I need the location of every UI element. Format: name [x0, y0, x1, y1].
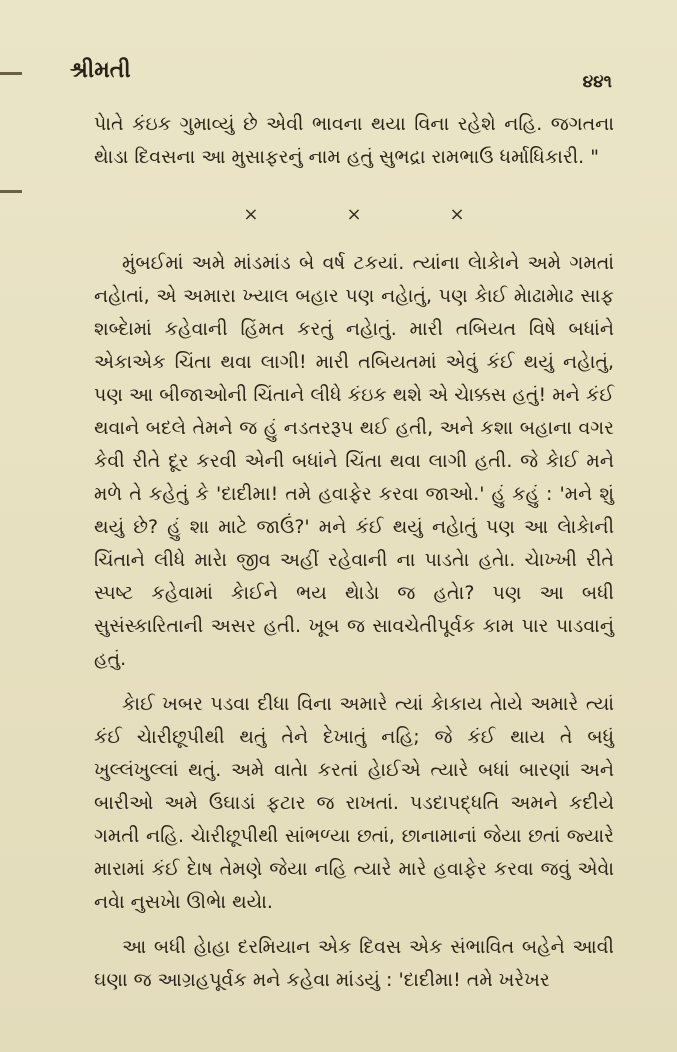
running-title: શ્રીમતી — [70, 58, 131, 83]
section-separator — [94, 198, 614, 231]
separator-mark: × — [346, 204, 362, 225]
page-header — [70, 58, 612, 98]
paragraph-2: મુંબઈમાં અમે માંડમાંડ બે વર્ષ ટકયાં. ત્યાંના લેાકેાને અમે ગમતાં નહેાતાં, એ અમારા ખ્યાલ બહાર પણ નહેાતું, પણ કેાઈ મેાઢામેાઢ સાફ શબ્દેામાં કહેવાની હિંમત કરતું નહેાતું. મારી તબિયત વિષે બધાંને એકાએક ચિંતા થવા લાગી! મારી તબિયતમાં એવું કંઈ થયું નહેાતું, પણ આ બીજાઓની ચિંતાને લીધે કંઇક થશે એ ચેાક્કસ હતું! મને કંઈ થવાને બદલે તેમને જ હું નડતરરૂપ થઈ હતી, અને કશા બહાના વગર કેવી રીતે દૂર કરવી એની બધાંને ચિંતા થવા લાગી હતી. જે કેાઈ મને મળે તે કહેતું કે 'દાદીમા! તમે હવાફેર કરવા જાઓ.' હું કહું : 'મને શું થયું છે? હું શા માટે જાઉં?' મને કંઈ થયું નહેાતું પણ આ લેાકેાની ચિંતાને લીધે મારેા જીવ અહીં રહેવાની ના પાડતેા હતેા. ચેાખ્ખી રીતે સ્પષ્ટ કહેવામાં કેાઈને ભય થેાડેા જ હતેા? પણ આ બધી સુસંસ્કારિતાની અસર હતી. ખૂબ જ સાવચેતીપૂર્વક કામ પાર પાડવાનું હતું. — [94, 252, 614, 670]
page-number: ૪૪૧ — [582, 72, 612, 92]
paragraph-3: કેાઈ ખબર પડવા દીધા વિના અમારે ત્યાં કેાકાય તેાયે અમારે ત્યાં કંઈ ચેારીછૂપીથી થતું તેને દેખાતું નહિ; જે કંઈ થાય તે બધું ખુલ્લંખુલ્લાં થતું. અમે વાતેા કરતાં હેાઈએ ત્યારે બધાં બારણાં અને બારીઓ અમે ઉઘાડાં ફટાર જ રાખતાં. પડદાપદ્ધતિ અમને કદીયે ગમતી નહિ. ચેારીછૂપીથી સાંભળ્યા છતાં, છાનામાનાં જેયા છતાં જ્યારે મારામાં કંઈ દેાષ તેમણે જેયા નહિ ત્યારે મારે હવાફેર કરવા જવું એવેા નવેા નુસખેા ઊભેા થયેા. — [94, 693, 614, 913]
separator-mark: × — [243, 204, 259, 225]
separator-mark: × — [449, 204, 465, 225]
body-text — [94, 108, 614, 997]
binding-mark — [0, 190, 22, 193]
paragraph-1: પેાતે કંઇક ગુમાવ્યું છે એવી ભાવના થયા વિના રહેશે નહિ. જગતના થેાડા દિવસના આ મુસાફરનું નામ હતું સુભદ્રા રામભાઉ ધર્માધિકારી. " — [94, 113, 614, 168]
paragraph-4: આ બધી હેાહા દરમિયાન એક દિવસ એક સંભાવિત બહેને આવી ઘણા જ આગ્રહપૂર્વક મને કહેવા માંડયું : 'દાદીમા! તમે ખરેખર — [94, 936, 614, 991]
binding-mark — [0, 72, 22, 75]
